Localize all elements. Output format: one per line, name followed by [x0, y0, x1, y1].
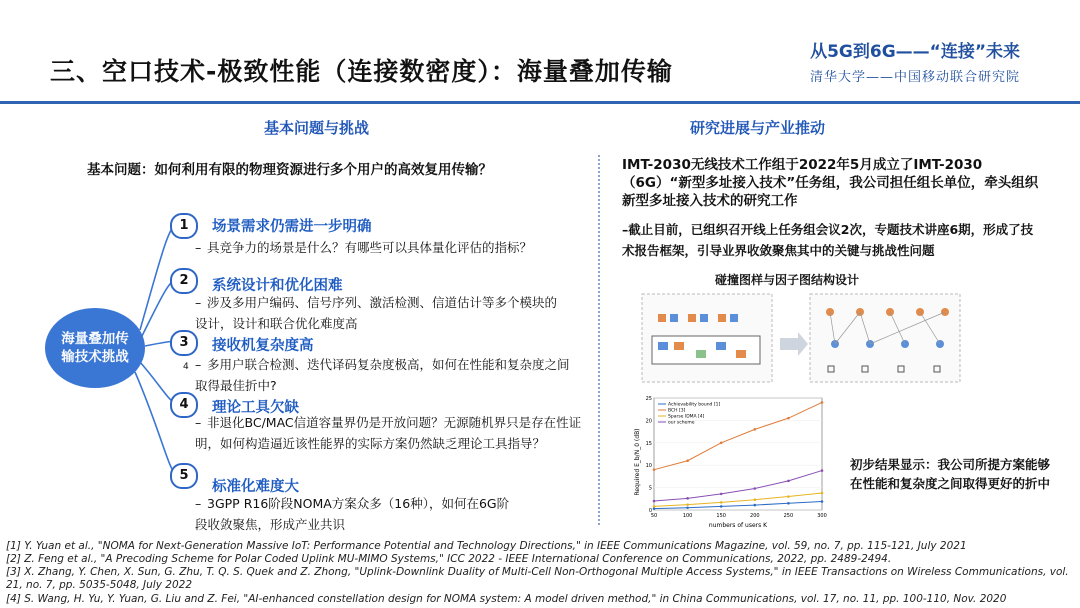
x-axis-label: numbers of users K — [708, 522, 768, 529]
data-point — [720, 501, 723, 504]
data-point — [787, 502, 790, 505]
y-tick-label: 10 — [645, 463, 652, 470]
x-tick-label: 200 — [750, 513, 760, 519]
data-point — [821, 500, 824, 503]
y-tick-label: 15 — [645, 440, 652, 447]
data-point — [754, 498, 757, 501]
data-point — [686, 503, 689, 506]
challenge-detail-4 — [195, 413, 585, 454]
basic-question: 基本问题：如何利用有限的物理资源进行多个用户的高效复用传输？ — [87, 162, 492, 178]
challenge-number-2: 2 — [170, 268, 198, 294]
x-tick-label: 100 — [682, 513, 693, 519]
y-tick-label: 25 — [645, 396, 652, 402]
legend-label: Achievability bound [1] — [668, 402, 721, 408]
data-point — [686, 459, 689, 462]
challenge-number-5: 5 — [170, 463, 198, 489]
legend-label: our scheme — [668, 420, 695, 426]
dash-5: – — [195, 496, 202, 511]
challenge-detail-text-1: 具竞争力的场景是什么？有哪些可以具体量化评估的指标？ — [207, 240, 533, 255]
hub-circle — [45, 308, 145, 388]
right-section-title: 研究进展与产业推动 — [690, 119, 826, 137]
data-point — [787, 417, 790, 420]
challenge-detail-1 — [195, 238, 590, 259]
dash-2: – — [195, 295, 202, 310]
left-section-title: 基本问题与挑战 — [264, 119, 370, 137]
research-progress-paragraph: IMT-2030无线技术工作组于2022年5月成立了IMT-2030（6G）“新型多址接入技术”任务组，我公司担任组长单位，牵头组织新型多址接入技术的研究工作 — [622, 157, 1039, 210]
challenge-detail-text-2: 涉及多用户编码、信号序列、激活检测、信道估计等多个模块的设计，设计和联合优化难度高 — [195, 295, 558, 331]
hub-label: 海量叠加传输技术挑战 — [61, 330, 129, 365]
x-tick-label: 150 — [716, 513, 726, 519]
data-point — [720, 442, 723, 445]
dash-4: – — [195, 415, 202, 430]
data-point — [787, 495, 790, 498]
legend-label: Sparse IDMA [4] — [668, 414, 705, 420]
challenge-number-4: 4 — [170, 392, 198, 418]
reference-2: [2] Z. Feng et al., "A Precoding Scheme for Polar Coded Uplink MU-MIMO Systems," ICC 2022 - IEEE International Conference on Communications, 2022, pp. 2489-2494. — [6, 553, 892, 566]
data-point — [686, 506, 689, 509]
factor-graph-figure — [640, 292, 1035, 384]
performance-chart — [630, 392, 830, 530]
data-point — [653, 507, 656, 510]
y-axis-label: Required E_b/N_0 (dB) — [634, 428, 641, 496]
data-point — [821, 492, 824, 495]
challenge-detail-5 — [195, 494, 515, 535]
x-tick-label: 50 — [650, 513, 658, 519]
challenge-detail-text-4: 非退化BC/MAC信道容量界仍是开放问题？无源随机界只是存在性证明，如何构造逼近该性能界的实际方案仍然缺乏理论工具指导？ — [195, 415, 582, 451]
references — [6, 540, 1076, 606]
challenge-detail-text-5: 3GPP R16阶段NOMA方案众多（16种），如何在6G阶段收敛聚焦，形成产业共识 — [195, 496, 510, 532]
data-point — [787, 480, 790, 483]
challenge-number-3: 3 — [170, 330, 198, 356]
data-point — [653, 468, 656, 471]
data-point — [720, 493, 723, 496]
challenge-title-2: 系统设计和优化困难 — [212, 278, 343, 294]
challenge-detail-2 — [195, 293, 565, 334]
y-tick-label: 5 — [648, 485, 652, 492]
reference-4: [4] S. Wang, H. Yu, Y. Yuan, G. Liu and Z. Fei, "AI-enhanced constellation design for NOMA system: A model driven method," in China Communications, vol. 17, no. 11, pp. 100-110, Nov. 2020 — [6, 592, 1007, 605]
challenge-detail-3 — [195, 355, 570, 396]
data-point — [754, 504, 757, 507]
challenge-title-5: 标准化难度大 — [212, 479, 299, 495]
page-title: 三、空口技术-极致性能（连接数密度）：海量叠加传输 — [50, 57, 673, 86]
data-point — [821, 469, 824, 472]
dash-r: – — [622, 222, 629, 237]
x-tick-label: 250 — [783, 513, 794, 519]
challenge-title-4: 理论工具欠缺 — [212, 400, 299, 416]
data-point — [754, 428, 757, 431]
brand-slogan: 从5G到6G——“连接”未来 — [810, 42, 1020, 62]
preliminary-result: 初步结果显示：我公司所提方案能够在性能和复杂度之间取得更好的折中 — [850, 457, 1051, 492]
data-point — [653, 500, 656, 503]
small-mark: 4 — [183, 362, 189, 372]
data-point — [653, 505, 656, 508]
challenge-title-3: 接收机复杂度高 — [212, 338, 314, 354]
challenge-number-1: 1 — [170, 213, 198, 239]
reference-3: [3] X. Zhang, Y. Chen, X. Sun, G. Zhu, T. Q. S. Quek and Z. Zhong, "Uplink-Downlink Duality of Multi-Cell Non-Orthogonal Multiple Access Systems," in IEEE Transactions on Wireless Communications, vol. 21, no. 7, pp. 5035-5048, July 2022 — [6, 566, 1069, 592]
y-tick-label: 0 — [648, 508, 652, 514]
challenge-title-1: 场景需求仍需进一步明确 — [212, 219, 372, 235]
x-tick-label: 300 — [817, 513, 827, 519]
dash-1: – — [195, 240, 202, 255]
dash-3: – — [195, 357, 202, 372]
y-tick-label: 20 — [645, 418, 652, 425]
data-point — [821, 401, 824, 404]
figure-title: 碰撞图样与因子图结构设计 — [715, 273, 860, 287]
data-point — [754, 487, 757, 490]
data-point — [686, 497, 689, 500]
reference-1: [1] Y. Yuan et al., "NOMA for Next-Generation Massive IoT: Performance Potential and Technology Directions," in IEEE Communications Magazine, vol. 59, no. 7, pp. 115-121, July 2021 — [6, 540, 967, 552]
progress-bullet — [622, 220, 1042, 261]
progress-bullet-text: 截止目前，已组织召开线上任务组会议2次，专题技术讲座6期，形成了技术报告框架，引导业界收敛聚焦其中的关键与挑战性问题 — [622, 222, 1034, 258]
brand-institution: 清华大学——中国移动联合研究院 — [809, 70, 1020, 85]
data-point — [720, 505, 723, 508]
challenge-detail-text-3: 多用户联合检测、迭代译码复杂度极高，如何在性能和复杂度之间取得最佳折中? — [195, 357, 570, 393]
legend-label: BCH [3] — [668, 408, 686, 414]
